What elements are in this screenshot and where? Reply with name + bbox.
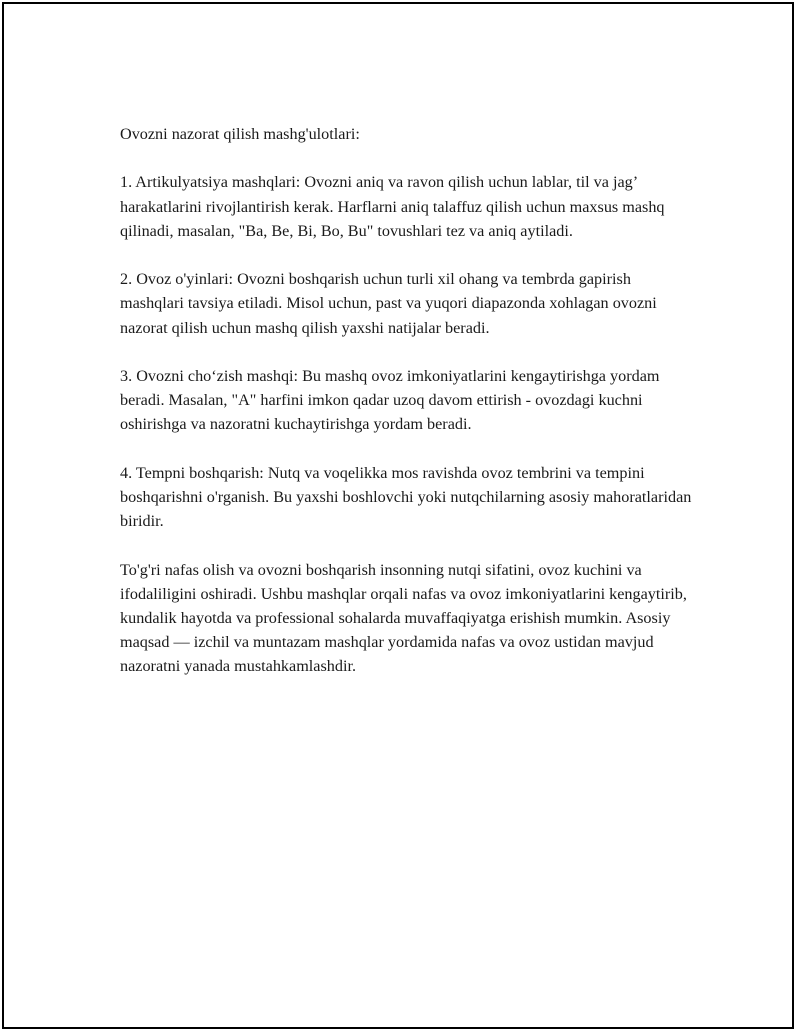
paragraph-voice-stretching: 3. Ovozni cho‘zish mashqi: Bu mashq ovoz imkoniyatlarini kengaytirishga yordam beradi. Masalan, "A" harfini imkon qadar uzoq davom ettirish - ovozdagi kuchni oshirishga va nazoratni kuchaytirishga yordam beradi. xyxy=(120,366,660,434)
document-heading: Ovozni nazorat qilish mashg'ulotlari: xyxy=(120,125,360,143)
paragraph-conclusion: To'g'ri nafas olish va ovozni boshqarish insonning nutqi sifatini, ovoz kuchini va ifodaliligini oshiradi. Ushbu mashqlar orqali nafas va ovoz imkoniyatlarini kengaytirib, kundalik hayotda va professional sohalarda muvaffaqiyatga erishish mumkin. Asosiy maqsad — izchil va muntazam mashqlar yordamida nafas va ovoz ustidan mavjud nazoratni yanada mustahkamlashdir. xyxy=(120,560,687,676)
paragraph-articulation: 1. Artikulyatsiya mashqlari: Ovozni aniq va ravon qilish uchun lablar, til va jag’ harakatlarini rivojlantirish kerak. Harflarni aniq talaffuz qilish uchun maxsus mashq qilinadi, masalan, "Ba, Be, Bi, Bo, Bu" tovushlari tez va aniq aytiladi. xyxy=(120,173,665,240)
paragraph-voice-games: 2. Ovoz o'yinlari: Ovozni boshqarish uchun turli xil ohang va tembrda gapirish mashqlari tavsiya etiladi. Misol uchun, past va yuqori diapazonda xohlagan ovozni nazorat qilish uchun mashq qilish yaxshi natijalar beradi. xyxy=(120,270,657,337)
document-page xyxy=(2,2,794,1029)
document-body xyxy=(120,122,692,679)
paragraph-tempo-control: 4. Tempni boshqarish: Nutq va voqelikka mos ravishda ovoz tembrini va tempini boshqarishni o'rganish. Bu yaxshi boshlovchi yoki nutqchilarning asosiy mahoratlaridan biridir. xyxy=(120,463,692,531)
